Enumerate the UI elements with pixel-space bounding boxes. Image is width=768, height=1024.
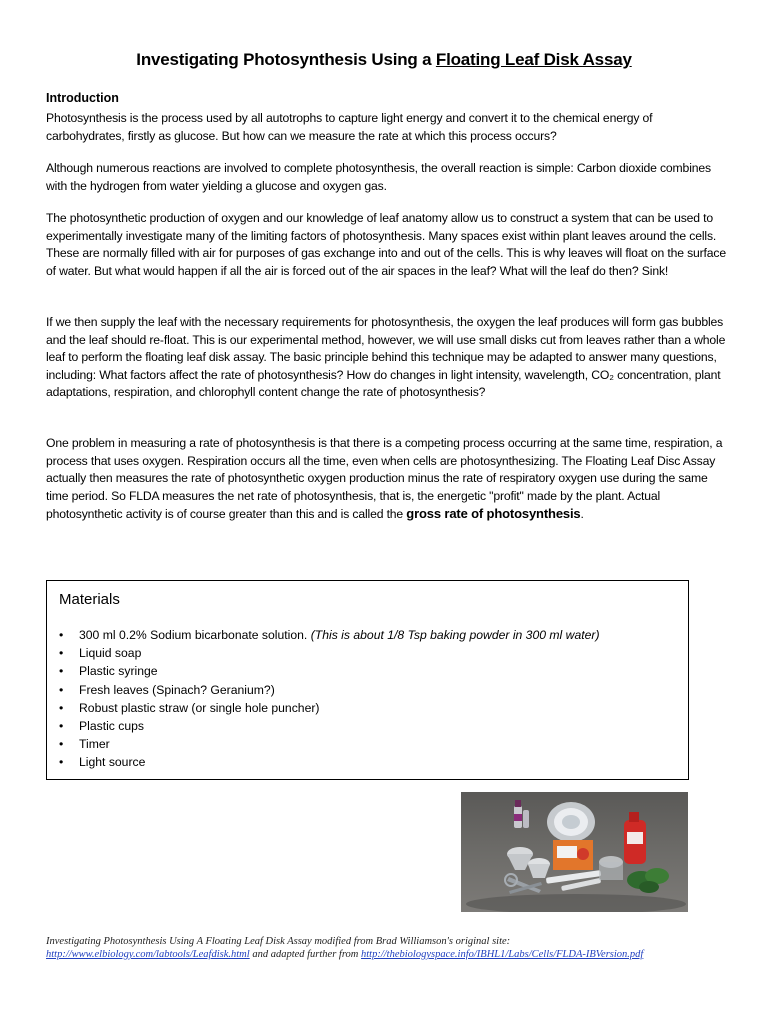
item-note: (This is about 1/8 Tsp baking powder in 300 ml water): [310, 628, 600, 642]
paragraph-5-end: .: [580, 507, 584, 522]
bullet: •: [59, 737, 64, 752]
list-item: [59, 699, 600, 717]
materials-box: [46, 580, 689, 780]
lab-equipment-photo: [461, 792, 688, 912]
paragraph-5-text: One problem in measuring a rate of photosynthesis is that there is a competing process occurring at the same time, respiration, a process that uses oxygen. Respiration occurs all the time, even when cells are photosynthesizing. The Floating Leaf Disc Assay actually then measures the rate of photosynthetic oxygen production minus the rate of respiratory oxygen use during the same time period. So FLDA measures the net rate of photosynthesis, that is, the energetic "profit" made by the plant. Actual photosynthetic activity is of course greater than this and is called the: [46, 436, 723, 522]
bullet: •: [59, 628, 64, 642]
list-item: [59, 735, 600, 753]
materials-list: [59, 626, 600, 772]
lab-equipment-illustration: [461, 792, 688, 912]
introduction-heading: Introduction: [46, 91, 119, 105]
item-text: Timer: [79, 737, 110, 752]
paragraph-4: If we then supply the leaf with the necessary requirements for photosynthesis, the oxygen the leaf produces will form gas bubbles and the leaf should re-float. This is our experimental method, however, we will use small disks cut from leaves rather than a whole leaf to perform the floating leaf disk assay. The basic principle behind this technique may be adapted to answer many questions, including: What factors affect the rate of photosynthesis? How do changes in light intensity, wavelength, CO₂ concentration, plant adaptations, respiration, and chlorophyll content change the rate of photosynthesis?: [46, 315, 726, 400]
materials-title: Materials: [59, 591, 120, 608]
footer-link-elbiology[interactable]: http://www.elbiology.com/labtools/Leafdisk.html: [46, 949, 250, 960]
list-item: [59, 644, 600, 662]
document-title: [0, 50, 768, 70]
bullet: •: [59, 755, 64, 770]
paragraph-5: [46, 435, 726, 524]
bullet: •: [59, 682, 64, 697]
item-text: 300 ml 0.2% Sodium bicarbonate solution.: [79, 628, 311, 642]
item-text: Plastic syringe: [79, 664, 158, 679]
item-text: Fresh leaves (Spinach? Geranium?): [79, 682, 275, 697]
bullet: •: [59, 646, 64, 661]
paragraph-1: Photosynthesis is the process used by all autotrophs to capture light energy and convert it to the chemical energy of carbohydrates, firstly as glucose. But how can we measure the rate at which this process occurs?: [46, 111, 653, 143]
footer-citation: [46, 935, 686, 961]
bullet: •: [59, 664, 64, 679]
item-text: Plastic cups: [79, 718, 145, 733]
item-text: Liquid soap: [79, 646, 142, 661]
bullet: •: [59, 718, 64, 733]
list-item: [59, 753, 600, 771]
footer-link-biologyspace[interactable]: http://thebiologyspace.info/IBHL1/Labs/Cells/FLDA-IBVersion.pdf: [361, 949, 644, 960]
footer-text-1: Investigating Photosynthesis Using A Floating Leaf Disk Assay modified from Brad Williamson's original site:: [46, 936, 511, 947]
paragraph-2: Although numerous reactions are involved to complete photosynthesis, the overall reaction is simple: Carbon dioxide combines with the hydrogen from water yielding a glucose and oxygen gas.: [46, 161, 711, 193]
title-underlined-text: Floating Leaf Disk Assay: [435, 50, 632, 69]
title-text: Investigating Photosynthesis Using a: [136, 50, 436, 69]
item-text: Robust plastic straw (or single hole puncher): [79, 700, 320, 715]
list-item: [59, 681, 600, 699]
gross-rate-bold: gross rate of photosynthesis: [406, 506, 581, 522]
item-text: Light source: [79, 755, 146, 770]
list-item: [59, 662, 600, 680]
paragraph-3: The photosynthetic production of oxygen and our knowledge of leaf anatomy allow us to construct a system that can be used to experimentally investigate many of the limiting factors of photosynthesis. Many spaces exist within plant leaves around the cells. These are normally filled with air for purposes of gas exchange into and out of the cells. This is why leaves will float on the surface of water. But what would happen if all the air is forced out of the air spaces in the leaf? What will the leaf do then? Sink!: [46, 211, 726, 278]
list-item: [59, 717, 600, 735]
footer-text-2: and adapted further from: [249, 949, 362, 960]
list-item: [59, 626, 600, 644]
bullet: •: [59, 700, 64, 715]
